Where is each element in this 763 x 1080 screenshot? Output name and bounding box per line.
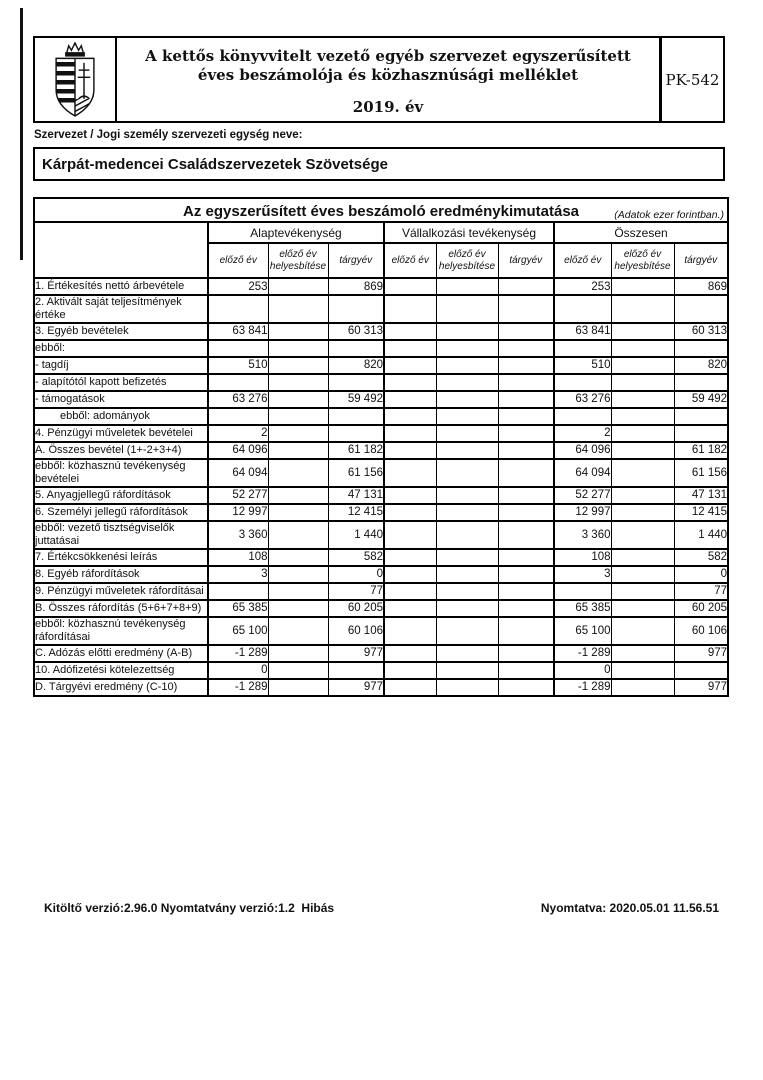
value-cell (674, 425, 728, 442)
group-header-row (34, 222, 728, 243)
value-cell (498, 662, 554, 679)
value-cell: 12 415 (674, 504, 728, 521)
row-label-cell: ebből: vezető tisztségviselők juttatásai (34, 521, 208, 549)
value-cell (268, 504, 328, 521)
value-cell (268, 278, 328, 295)
footer-print-timestamp: Nyomtatva: 2020.05.01 11.56.51 (540, 901, 719, 915)
value-cell (268, 487, 328, 504)
value-cell: -1 289 (208, 645, 268, 662)
value-cell (384, 374, 436, 391)
value-cell: 977 (674, 679, 728, 696)
table-title: Az egyszerűsített éves beszámoló eredménykimutatása (183, 202, 580, 220)
value-cell (611, 459, 674, 487)
value-cell (384, 278, 436, 295)
value-cell: -1 289 (554, 645, 611, 662)
col-helyesbites: előző év helyesbítése (611, 243, 674, 278)
row-label-cell: 4. Pénzügyi műveletek bevételei (34, 425, 208, 442)
value-cell: 253 (554, 278, 611, 295)
value-cell (208, 583, 268, 600)
value-cell (384, 566, 436, 583)
value-cell: 3 360 (208, 521, 268, 549)
value-cell: 253 (208, 278, 268, 295)
value-cell (268, 408, 328, 425)
table-row (34, 504, 728, 521)
value-cell (436, 521, 498, 549)
logo-cell (35, 38, 117, 121)
value-cell (436, 459, 498, 487)
value-cell (384, 487, 436, 504)
value-cell: 12 415 (328, 504, 384, 521)
value-cell (208, 340, 268, 357)
table-row (34, 549, 728, 566)
row-label-cell: D. Tárgyévi eredmény (C-10) (34, 679, 208, 696)
value-cell (268, 679, 328, 696)
value-cell (328, 340, 384, 357)
value-cell (436, 391, 498, 408)
value-cell (268, 374, 328, 391)
row-label-cell: ebből: (34, 340, 208, 357)
value-cell (384, 408, 436, 425)
value-cell (498, 645, 554, 662)
value-cell (384, 662, 436, 679)
value-cell (384, 391, 436, 408)
form-header (33, 36, 725, 123)
value-cell: 108 (554, 549, 611, 566)
value-cell (611, 583, 674, 600)
org-name-box (33, 147, 725, 181)
table-row (34, 459, 728, 487)
value-cell: 63 276 (554, 391, 611, 408)
value-cell: 65 100 (554, 617, 611, 645)
value-cell (436, 549, 498, 566)
value-cell (498, 679, 554, 696)
value-cell (498, 295, 554, 323)
value-cell (208, 374, 268, 391)
value-cell: 977 (328, 645, 384, 662)
table-row (34, 645, 728, 662)
value-cell: 64 094 (208, 459, 268, 487)
table-row (34, 487, 728, 504)
value-cell (498, 442, 554, 459)
value-cell (436, 357, 498, 374)
value-cell: 977 (328, 679, 384, 696)
value-cell (268, 549, 328, 566)
value-cell (436, 442, 498, 459)
value-cell (554, 295, 611, 323)
value-cell (611, 487, 674, 504)
value-cell: 65 385 (554, 600, 611, 617)
table-row (34, 442, 728, 459)
value-cell (498, 583, 554, 600)
value-cell (611, 278, 674, 295)
value-cell (384, 425, 436, 442)
value-cell: 60 106 (674, 617, 728, 645)
value-cell (611, 340, 674, 357)
value-cell (611, 425, 674, 442)
row-label-cell: 2. Aktivált saját teljesítmények értéke (34, 295, 208, 323)
value-cell (268, 600, 328, 617)
row-label-cell: - alapítótól kapott befizetés (34, 374, 208, 391)
value-cell: 582 (328, 549, 384, 566)
table-row (34, 374, 728, 391)
value-cell: 3 360 (554, 521, 611, 549)
unit-note: (Adatok ezer forintban.) (614, 209, 725, 221)
value-cell (384, 679, 436, 696)
value-cell (436, 679, 498, 696)
value-cell: 12 997 (208, 504, 268, 521)
table-row (34, 357, 728, 374)
row-label-cell: ebből: adományok (34, 408, 208, 425)
value-cell (498, 549, 554, 566)
value-cell (436, 600, 498, 617)
value-cell (384, 617, 436, 645)
row-label-cell: 9. Pénzügyi műveletek ráfordításai (34, 583, 208, 600)
value-cell: 2 (208, 425, 268, 442)
table-row (34, 425, 728, 442)
row-label-cell: A. Összes bevétel (1+-2+3+4) (34, 442, 208, 459)
value-cell (384, 504, 436, 521)
value-cell (611, 374, 674, 391)
value-cell (554, 374, 611, 391)
value-cell: -1 289 (208, 679, 268, 696)
value-cell: 3 (208, 566, 268, 583)
value-cell (674, 374, 728, 391)
value-cell: 0 (328, 566, 384, 583)
col-elozo-ev: előző év (208, 243, 268, 278)
value-cell (436, 340, 498, 357)
table-title-row (34, 198, 728, 222)
value-cell (611, 617, 674, 645)
value-cell: 510 (554, 357, 611, 374)
value-cell (436, 617, 498, 645)
table-row (34, 566, 728, 583)
value-cell (268, 583, 328, 600)
value-cell (268, 566, 328, 583)
value-cell: 12 997 (554, 504, 611, 521)
value-cell (554, 408, 611, 425)
value-cell: 63 841 (208, 323, 268, 340)
value-cell (384, 357, 436, 374)
row-label-cell: 5. Anyagjellegű ráfordítások (34, 487, 208, 504)
value-cell: 61 156 (674, 459, 728, 487)
value-cell (554, 340, 611, 357)
org-name: Kárpát-medencei Családszervezetek Szövetsége (42, 155, 388, 173)
col-elozo-ev: előző év (554, 243, 611, 278)
value-cell (384, 323, 436, 340)
value-cell (611, 679, 674, 696)
table-row (34, 600, 728, 617)
form-title (117, 38, 659, 121)
value-cell: 0 (208, 662, 268, 679)
value-cell (384, 459, 436, 487)
income-statement (33, 197, 727, 697)
value-cell: 61 156 (328, 459, 384, 487)
value-cell: 65 100 (208, 617, 268, 645)
value-cell (674, 408, 728, 425)
table-row (34, 295, 728, 323)
value-cell: 52 277 (554, 487, 611, 504)
value-cell: 108 (208, 549, 268, 566)
value-cell (498, 357, 554, 374)
row-label-cell: - támogatások (34, 391, 208, 408)
value-cell (208, 295, 268, 323)
row-label-cell: - tagdíj (34, 357, 208, 374)
value-cell: 1 440 (674, 521, 728, 549)
value-cell (436, 504, 498, 521)
value-cell: 869 (674, 278, 728, 295)
form-title-line1: A kettős könyvvitelt vezető egyéb szervezet egyszerűsített (145, 47, 631, 65)
value-cell: 582 (674, 549, 728, 566)
value-cell (328, 408, 384, 425)
value-cell (498, 487, 554, 504)
form-code: PK-542 (659, 38, 723, 121)
value-cell: 65 385 (208, 600, 268, 617)
table-row (34, 408, 728, 425)
org-name-label: Szervezet / Jogi személy szervezeti egység neve: (34, 129, 303, 141)
value-cell (436, 487, 498, 504)
value-cell: 52 277 (208, 487, 268, 504)
row-label-cell: 3. Egyéb bevételek (34, 323, 208, 340)
value-cell: 77 (328, 583, 384, 600)
table-row (34, 340, 728, 357)
value-cell (384, 600, 436, 617)
row-label-cell: 10. Adófizetési kötelezettség (34, 662, 208, 679)
value-cell (498, 459, 554, 487)
value-cell (498, 340, 554, 357)
value-cell (498, 323, 554, 340)
value-cell (328, 295, 384, 323)
value-cell: 0 (554, 662, 611, 679)
row-label-cell: 7. Értékcsökkenési leírás (34, 549, 208, 566)
value-cell (268, 357, 328, 374)
value-cell (611, 549, 674, 566)
value-cell (384, 549, 436, 566)
table-row (34, 679, 728, 696)
value-cell (611, 504, 674, 521)
value-cell (611, 391, 674, 408)
value-cell (498, 425, 554, 442)
value-cell (498, 391, 554, 408)
value-cell (268, 340, 328, 357)
value-cell (611, 521, 674, 549)
row-label-cell: C. Adózás előtti eredmény (A-B) (34, 645, 208, 662)
value-cell (611, 662, 674, 679)
value-cell (674, 295, 728, 323)
value-cell (268, 391, 328, 408)
value-cell (384, 583, 436, 600)
value-cell: 59 492 (674, 391, 728, 408)
value-cell: 820 (328, 357, 384, 374)
income-statement-table (33, 197, 729, 697)
value-cell: 510 (208, 357, 268, 374)
value-cell: 61 182 (328, 442, 384, 459)
row-label-cell: ebből: közhasznú tevékenység bevételei (34, 459, 208, 487)
value-cell (268, 442, 328, 459)
row-label-cell: 1. Értékesítés nettó árbevétele (34, 278, 208, 295)
value-cell (328, 374, 384, 391)
value-cell (611, 566, 674, 583)
value-cell: 60 313 (328, 323, 384, 340)
value-cell (611, 295, 674, 323)
value-cell (384, 340, 436, 357)
value-cell (384, 295, 436, 323)
value-cell: 60 313 (674, 323, 728, 340)
value-cell: -1 289 (554, 679, 611, 696)
value-cell: 60 205 (328, 600, 384, 617)
value-cell (436, 566, 498, 583)
col-targyev: tárgyév (498, 243, 554, 278)
value-cell (268, 662, 328, 679)
table-row (34, 662, 728, 679)
value-cell (611, 323, 674, 340)
value-cell: 47 131 (674, 487, 728, 504)
value-cell: 64 096 (554, 442, 611, 459)
col-helyesbites: előző év helyesbítése (436, 243, 498, 278)
value-cell (611, 442, 674, 459)
value-cell: 2 (554, 425, 611, 442)
value-cell (436, 583, 498, 600)
col-targyev: tárgyév (328, 243, 384, 278)
value-cell (498, 408, 554, 425)
col-elozo-ev: előző év (384, 243, 436, 278)
value-cell (611, 645, 674, 662)
value-cell (268, 459, 328, 487)
value-cell (436, 278, 498, 295)
scan-edge-line (20, 8, 23, 260)
value-cell: 61 182 (674, 442, 728, 459)
value-cell (611, 357, 674, 374)
value-cell: 60 106 (328, 617, 384, 645)
table-row (34, 323, 728, 340)
value-cell (384, 442, 436, 459)
row-label-cell: 8. Egyéb ráfordítások (34, 566, 208, 583)
value-cell: 869 (328, 278, 384, 295)
value-cell (268, 521, 328, 549)
value-cell (498, 504, 554, 521)
col-helyesbites: előző év helyesbítése (268, 243, 328, 278)
value-cell (208, 408, 268, 425)
value-cell (436, 645, 498, 662)
value-cell (611, 600, 674, 617)
value-cell: 64 094 (554, 459, 611, 487)
value-cell (268, 425, 328, 442)
value-cell (328, 662, 384, 679)
table-row (34, 521, 728, 549)
value-cell: 77 (674, 583, 728, 600)
value-cell (268, 295, 328, 323)
value-cell (611, 408, 674, 425)
value-cell (436, 662, 498, 679)
group-osszesen: Összesen (554, 222, 728, 243)
value-cell: 977 (674, 645, 728, 662)
value-cell: 64 096 (208, 442, 268, 459)
value-cell (498, 278, 554, 295)
table-row (34, 617, 728, 645)
group-vallalkozasi: Vállalkozási tevékenység (384, 222, 554, 243)
value-cell: 0 (674, 566, 728, 583)
table-row (34, 583, 728, 600)
value-cell (498, 566, 554, 583)
group-alaptevekenyseg: Alaptevékenység (208, 222, 384, 243)
form-title-line2: éves beszámolója és közhasznúsági melléklet (197, 66, 579, 85)
value-cell (384, 521, 436, 549)
form-year: 2019. év (352, 98, 424, 117)
table-row (34, 391, 728, 408)
value-cell (674, 662, 728, 679)
value-cell (436, 323, 498, 340)
footer-version-info: Kitöltő verzió:2.96.0 Nyomtatvány verzió:1.2 Hibás (44, 901, 335, 915)
value-cell (674, 340, 728, 357)
value-cell (436, 425, 498, 442)
value-cell (268, 617, 328, 645)
table-row (34, 278, 728, 295)
row-label-cell: B. Összes ráfordítás (5+6+7+8+9) (34, 600, 208, 617)
value-cell: 820 (674, 357, 728, 374)
hungarian-coat-of-arms-icon (48, 41, 102, 119)
value-cell (268, 645, 328, 662)
value-cell: 3 (554, 566, 611, 583)
corner-cell (34, 222, 208, 278)
value-cell: 1 440 (328, 521, 384, 549)
value-cell (436, 408, 498, 425)
value-cell (436, 295, 498, 323)
value-cell (554, 583, 611, 600)
value-cell: 60 205 (674, 600, 728, 617)
value-cell (498, 521, 554, 549)
value-cell (498, 374, 554, 391)
row-label-cell: ebből: közhasznú tevékenység ráfordításai (34, 617, 208, 645)
value-cell (498, 600, 554, 617)
col-targyev: tárgyév (674, 243, 728, 278)
value-cell: 63 276 (208, 391, 268, 408)
value-cell: 59 492 (328, 391, 384, 408)
value-cell: 63 841 (554, 323, 611, 340)
value-cell (328, 425, 384, 442)
value-cell (498, 617, 554, 645)
row-label-cell: 6. Személyi jellegű ráfordítások (34, 504, 208, 521)
form-footer (33, 901, 725, 915)
value-cell (268, 323, 328, 340)
value-cell (384, 645, 436, 662)
value-cell (436, 374, 498, 391)
value-cell: 47 131 (328, 487, 384, 504)
